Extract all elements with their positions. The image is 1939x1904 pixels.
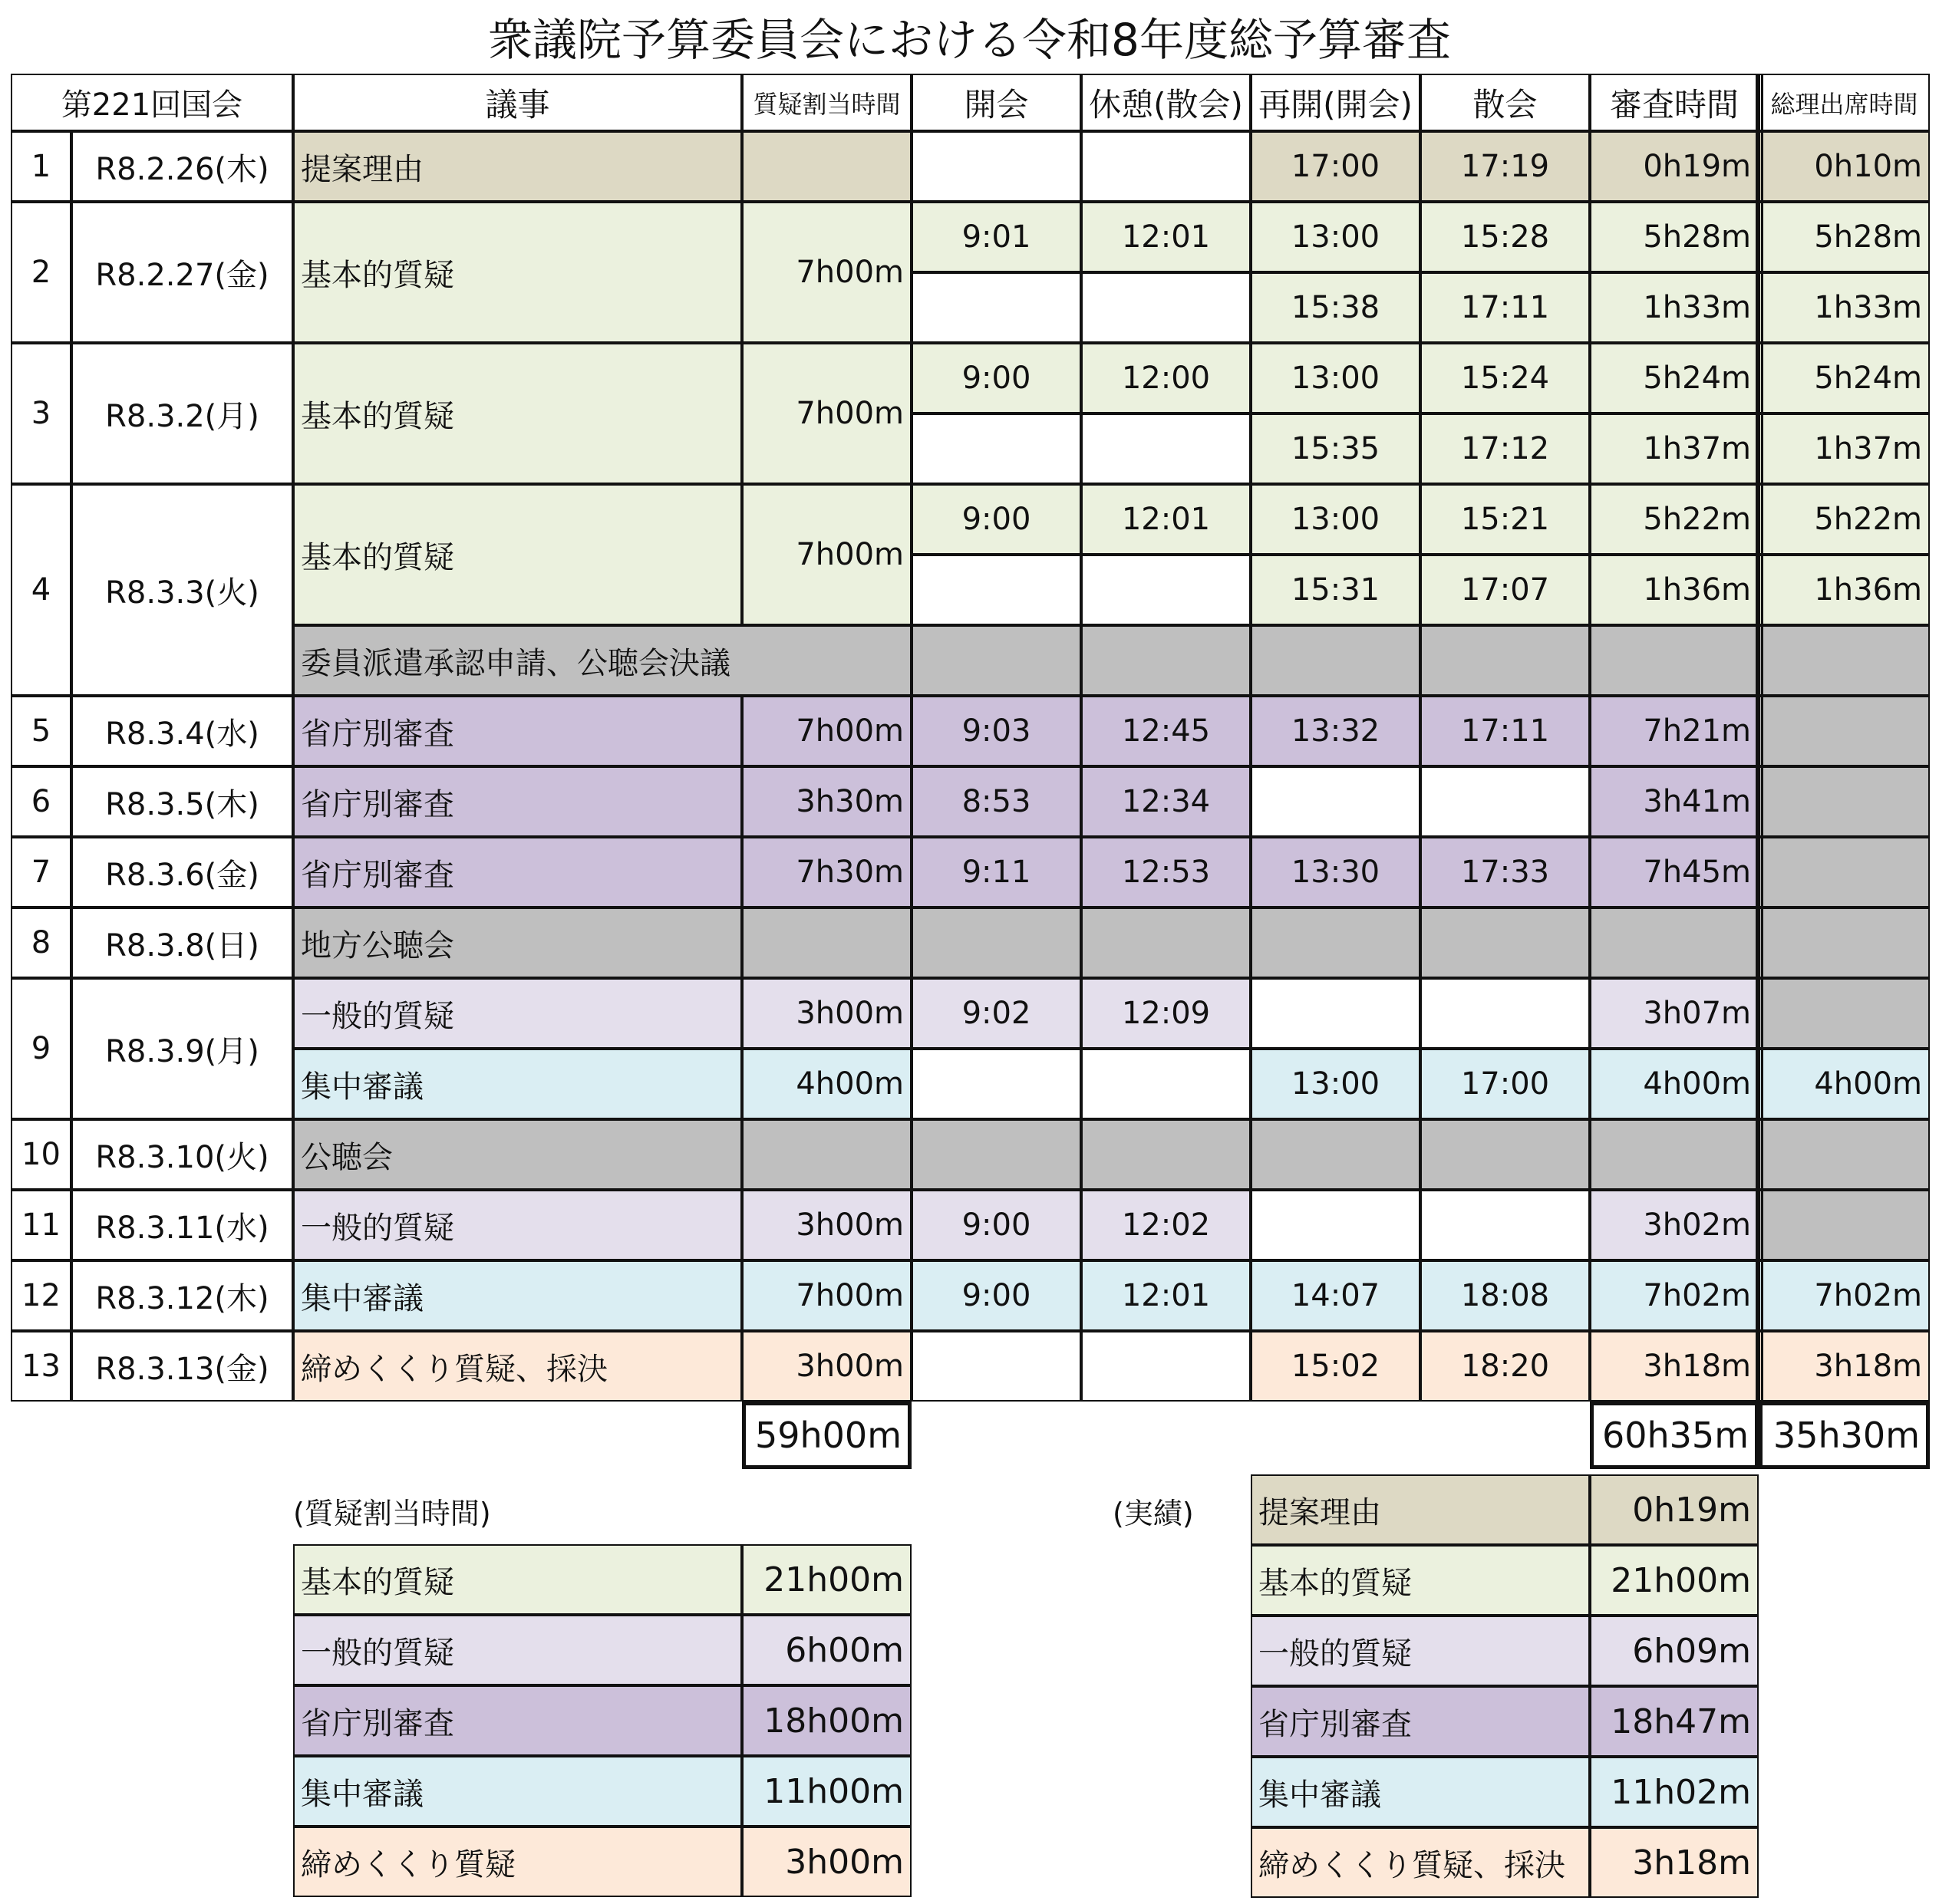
time-open: 8:53 bbox=[912, 766, 1081, 837]
time-recess bbox=[1081, 272, 1251, 343]
agenda-label: 省庁別審査 bbox=[293, 696, 742, 766]
allotted-time: 7h00m bbox=[742, 696, 912, 766]
hdr-adjourn: 散会 bbox=[1420, 74, 1590, 131]
time-recess: 12:01 bbox=[1081, 202, 1251, 272]
time-adjourn: 18:20 bbox=[1420, 1331, 1590, 1402]
time-recess bbox=[1081, 625, 1251, 696]
time-review: 7h02m bbox=[1590, 1260, 1759, 1331]
summary-actual-label: 一般的質疑 bbox=[1251, 1616, 1590, 1686]
page-title: 衆議院予算委員会における令和8年度総予算審査 bbox=[488, 14, 1451, 66]
time-recess: 12:45 bbox=[1081, 696, 1251, 766]
summary-actual-value: 6h09m bbox=[1590, 1616, 1759, 1686]
time-resume: 15:31 bbox=[1251, 555, 1420, 625]
time-review: 7h21m bbox=[1590, 696, 1759, 766]
agenda-label: 締めくくり質疑、採決 bbox=[293, 1331, 742, 1402]
time-review: 3h18m bbox=[1590, 1331, 1759, 1402]
time-review: 1h37m bbox=[1590, 413, 1759, 484]
day-date: R8.3.11(水) bbox=[71, 1190, 293, 1260]
time-recess bbox=[1081, 413, 1251, 484]
summary-actual-value: 18h47m bbox=[1590, 1686, 1759, 1757]
summary-actual-caption: (実績) bbox=[1113, 1497, 1194, 1530]
time-review: 5h24m bbox=[1590, 343, 1759, 413]
time-pm bbox=[1759, 766, 1930, 837]
day-number: 11 bbox=[11, 1190, 71, 1260]
time-open: 9:00 bbox=[912, 1260, 1081, 1331]
summary-allotted-value: 3h00m bbox=[742, 1827, 912, 1897]
time-pm: 0h10m bbox=[1759, 131, 1930, 202]
time-pm: 5h22m bbox=[1759, 484, 1930, 555]
time-open bbox=[912, 131, 1081, 202]
summary-actual-value: 21h00m bbox=[1590, 1545, 1759, 1616]
total-review: 60h35m bbox=[1590, 1402, 1759, 1469]
time-pm: 1h37m bbox=[1759, 413, 1930, 484]
time-resume: 15:38 bbox=[1251, 272, 1420, 343]
time-resume: 13:30 bbox=[1251, 837, 1420, 908]
summary-allotted-label: 締めくくり質疑 bbox=[293, 1827, 742, 1897]
time-adjourn: 17:19 bbox=[1420, 131, 1590, 202]
time-resume bbox=[1251, 908, 1420, 978]
agenda-label: 省庁別審査 bbox=[293, 837, 742, 908]
time-open: 9:00 bbox=[912, 343, 1081, 413]
day-number: 9 bbox=[11, 978, 71, 1119]
allotted-time: 7h30m bbox=[742, 837, 912, 908]
time-review bbox=[1590, 625, 1759, 696]
time-pm: 1h33m bbox=[1759, 272, 1930, 343]
time-resume bbox=[1251, 1190, 1420, 1260]
allotted-time: 3h30m bbox=[742, 766, 912, 837]
time-resume: 13:00 bbox=[1251, 484, 1420, 555]
hdr-resume: 再開(開会) bbox=[1251, 74, 1420, 131]
day-date: R8.3.10(火) bbox=[71, 1119, 293, 1190]
allotted-time: 7h00m bbox=[742, 484, 912, 625]
time-review: 0h19m bbox=[1590, 131, 1759, 202]
day-number: 5 bbox=[11, 696, 71, 766]
column-separator bbox=[1761, 74, 1763, 1469]
time-resume bbox=[1251, 1119, 1420, 1190]
time-review: 5h28m bbox=[1590, 202, 1759, 272]
time-adjourn bbox=[1420, 625, 1590, 696]
summary-allotted-value: 11h00m bbox=[742, 1756, 912, 1827]
day-date: R8.3.2(月) bbox=[71, 343, 293, 484]
time-review: 3h41m bbox=[1590, 766, 1759, 837]
time-pm bbox=[1759, 625, 1930, 696]
time-open bbox=[912, 413, 1081, 484]
day-number: 3 bbox=[11, 343, 71, 484]
time-pm: 1h36m bbox=[1759, 555, 1930, 625]
allotted-time bbox=[742, 908, 912, 978]
time-adjourn: 17:11 bbox=[1420, 696, 1590, 766]
day-date: R8.3.9(月) bbox=[71, 978, 293, 1119]
summary-actual-value: 0h19m bbox=[1590, 1474, 1759, 1545]
time-review: 5h22m bbox=[1590, 484, 1759, 555]
time-adjourn bbox=[1420, 908, 1590, 978]
day-number: 1 bbox=[11, 131, 71, 202]
day-date: R8.3.12(木) bbox=[71, 1260, 293, 1331]
time-adjourn: 17:33 bbox=[1420, 837, 1590, 908]
time-open: 9:00 bbox=[912, 484, 1081, 555]
day-number: 12 bbox=[11, 1260, 71, 1331]
day-number: 6 bbox=[11, 766, 71, 837]
time-resume: 17:00 bbox=[1251, 131, 1420, 202]
time-review bbox=[1590, 908, 1759, 978]
time-recess: 12:09 bbox=[1081, 978, 1251, 1049]
agenda-label: 集中審議 bbox=[293, 1260, 742, 1331]
allotted-time: 3h00m bbox=[742, 978, 912, 1049]
hdr-agenda: 議事 bbox=[293, 74, 742, 131]
time-adjourn: 18:08 bbox=[1420, 1260, 1590, 1331]
time-resume bbox=[1251, 766, 1420, 837]
time-adjourn: 17:00 bbox=[1420, 1049, 1590, 1119]
time-pm: 7h02m bbox=[1759, 1260, 1930, 1331]
time-adjourn: 17:12 bbox=[1420, 413, 1590, 484]
agenda-label: 基本的質疑 bbox=[293, 484, 742, 625]
time-pm bbox=[1759, 1190, 1930, 1260]
summary-allotted-label: 基本的質疑 bbox=[293, 1544, 742, 1615]
time-open bbox=[912, 272, 1081, 343]
time-review: 4h00m bbox=[1590, 1049, 1759, 1119]
allotted-time: 7h00m bbox=[742, 202, 912, 343]
time-review: 3h02m bbox=[1590, 1190, 1759, 1260]
time-adjourn bbox=[1420, 1190, 1590, 1260]
allotted-time: 7h00m bbox=[742, 1260, 912, 1331]
day-number: 8 bbox=[11, 908, 71, 978]
time-open bbox=[912, 555, 1081, 625]
day-number: 2 bbox=[11, 202, 71, 343]
day-date: R8.2.27(金) bbox=[71, 202, 293, 343]
time-resume: 14:07 bbox=[1251, 1260, 1420, 1331]
total-pm: 35h30m bbox=[1759, 1402, 1930, 1469]
summary-allotted-value: 6h00m bbox=[742, 1615, 912, 1685]
time-resume: 13:00 bbox=[1251, 343, 1420, 413]
summary-allotted-value: 18h00m bbox=[742, 1685, 912, 1756]
time-resume: 15:35 bbox=[1251, 413, 1420, 484]
time-recess: 12:01 bbox=[1081, 484, 1251, 555]
time-recess bbox=[1081, 908, 1251, 978]
day-date: R8.3.4(水) bbox=[71, 696, 293, 766]
allotted-time: 7h00m bbox=[742, 343, 912, 484]
time-review: 1h33m bbox=[1590, 272, 1759, 343]
time-open: 9:00 bbox=[912, 1190, 1081, 1260]
time-adjourn: 17:11 bbox=[1420, 272, 1590, 343]
time-review: 1h36m bbox=[1590, 555, 1759, 625]
time-pm bbox=[1759, 696, 1930, 766]
agenda-label: 省庁別審査 bbox=[293, 766, 742, 837]
hdr-pm: 総理出席時間 bbox=[1759, 74, 1930, 131]
time-adjourn: 15:28 bbox=[1420, 202, 1590, 272]
time-open: 9:11 bbox=[912, 837, 1081, 908]
time-review: 7h45m bbox=[1590, 837, 1759, 908]
time-resume: 15:02 bbox=[1251, 1331, 1420, 1402]
summary-actual-label: 集中審議 bbox=[1251, 1757, 1590, 1827]
agenda-label: 基本的質疑 bbox=[293, 202, 742, 343]
agenda-label: 一般的質疑 bbox=[293, 1190, 742, 1260]
time-adjourn bbox=[1420, 978, 1590, 1049]
time-review bbox=[1590, 1119, 1759, 1190]
time-adjourn bbox=[1420, 766, 1590, 837]
column-separator bbox=[1756, 74, 1758, 1469]
total-allotted: 59h00m bbox=[742, 1402, 912, 1469]
allotted-time bbox=[742, 1119, 912, 1190]
time-open bbox=[912, 908, 1081, 978]
time-recess bbox=[1081, 1331, 1251, 1402]
time-pm: 3h18m bbox=[1759, 1331, 1930, 1402]
time-recess: 12:53 bbox=[1081, 837, 1251, 908]
day-number: 4 bbox=[11, 484, 71, 696]
time-recess bbox=[1081, 555, 1251, 625]
time-recess: 12:34 bbox=[1081, 766, 1251, 837]
summary-allotted-value: 21h00m bbox=[742, 1544, 912, 1615]
time-resume: 13:00 bbox=[1251, 1049, 1420, 1119]
summary-actual-value: 3h18m bbox=[1590, 1827, 1759, 1898]
time-recess: 12:00 bbox=[1081, 343, 1251, 413]
agenda-label: 委員派遣承認申請、公聴会決議 bbox=[293, 625, 912, 696]
day-number: 13 bbox=[11, 1331, 71, 1402]
allotted-time bbox=[742, 131, 912, 202]
summary-allotted-label: 省庁別審査 bbox=[293, 1685, 742, 1756]
hdr-recess: 休憩(散会) bbox=[1081, 74, 1251, 131]
time-pm bbox=[1759, 837, 1930, 908]
day-date: R8.3.13(金) bbox=[71, 1331, 293, 1402]
time-open bbox=[912, 1119, 1081, 1190]
hdr-session: 第221回国会 bbox=[11, 74, 293, 131]
time-recess: 12:02 bbox=[1081, 1190, 1251, 1260]
time-open bbox=[912, 625, 1081, 696]
allotted-time: 4h00m bbox=[742, 1049, 912, 1119]
summary-actual-label: 基本的質疑 bbox=[1251, 1545, 1590, 1616]
time-pm bbox=[1759, 908, 1930, 978]
hdr-open: 開会 bbox=[912, 74, 1081, 131]
time-resume bbox=[1251, 978, 1420, 1049]
day-number: 10 bbox=[11, 1119, 71, 1190]
time-resume: 13:32 bbox=[1251, 696, 1420, 766]
time-resume: 13:00 bbox=[1251, 202, 1420, 272]
time-open: 9:03 bbox=[912, 696, 1081, 766]
summary-actual-value: 11h02m bbox=[1590, 1757, 1759, 1827]
summary-actual-label: 省庁別審査 bbox=[1251, 1686, 1590, 1757]
summary-allotted-label: 一般的質疑 bbox=[293, 1615, 742, 1685]
time-recess bbox=[1081, 1049, 1251, 1119]
agenda-label: 集中審議 bbox=[293, 1049, 742, 1119]
agenda-label: 公聴会 bbox=[293, 1119, 742, 1190]
time-recess bbox=[1081, 1119, 1251, 1190]
time-review: 3h07m bbox=[1590, 978, 1759, 1049]
day-date: R8.3.6(金) bbox=[71, 837, 293, 908]
time-adjourn bbox=[1420, 1119, 1590, 1190]
time-pm: 5h28m bbox=[1759, 202, 1930, 272]
time-resume bbox=[1251, 625, 1420, 696]
time-adjourn: 15:21 bbox=[1420, 484, 1590, 555]
day-date: R8.3.5(木) bbox=[71, 766, 293, 837]
agenda-label: 地方公聴会 bbox=[293, 908, 742, 978]
allotted-time: 3h00m bbox=[742, 1190, 912, 1260]
summary-allotted-caption: (質疑割当時間) bbox=[293, 1497, 491, 1530]
agenda-label: 一般的質疑 bbox=[293, 978, 742, 1049]
time-open: 9:01 bbox=[912, 202, 1081, 272]
agenda-label: 基本的質疑 bbox=[293, 343, 742, 484]
summary-actual-label: 提案理由 bbox=[1251, 1474, 1590, 1545]
hdr-review: 審査時間 bbox=[1590, 74, 1759, 131]
day-date: R8.2.26(木) bbox=[71, 131, 293, 202]
time-adjourn: 17:07 bbox=[1420, 555, 1590, 625]
time-open bbox=[912, 1331, 1081, 1402]
time-recess: 12:01 bbox=[1081, 1260, 1251, 1331]
time-recess bbox=[1081, 131, 1251, 202]
summary-allotted-label: 集中審議 bbox=[293, 1756, 742, 1827]
time-open bbox=[912, 1049, 1081, 1119]
time-open: 9:02 bbox=[912, 978, 1081, 1049]
time-pm bbox=[1759, 1119, 1930, 1190]
time-pm: 5h24m bbox=[1759, 343, 1930, 413]
agenda-label: 提案理由 bbox=[293, 131, 742, 202]
day-number: 7 bbox=[11, 837, 71, 908]
summary-actual-label: 締めくくり質疑、採決 bbox=[1251, 1827, 1590, 1898]
day-date: R8.3.3(火) bbox=[71, 484, 293, 696]
day-date: R8.3.8(日) bbox=[71, 908, 293, 978]
hdr-allotted: 質疑割当時間 bbox=[742, 74, 912, 131]
allotted-time: 3h00m bbox=[742, 1331, 912, 1402]
time-pm: 4h00m bbox=[1759, 1049, 1930, 1119]
time-adjourn: 15:24 bbox=[1420, 343, 1590, 413]
time-pm bbox=[1759, 978, 1930, 1049]
